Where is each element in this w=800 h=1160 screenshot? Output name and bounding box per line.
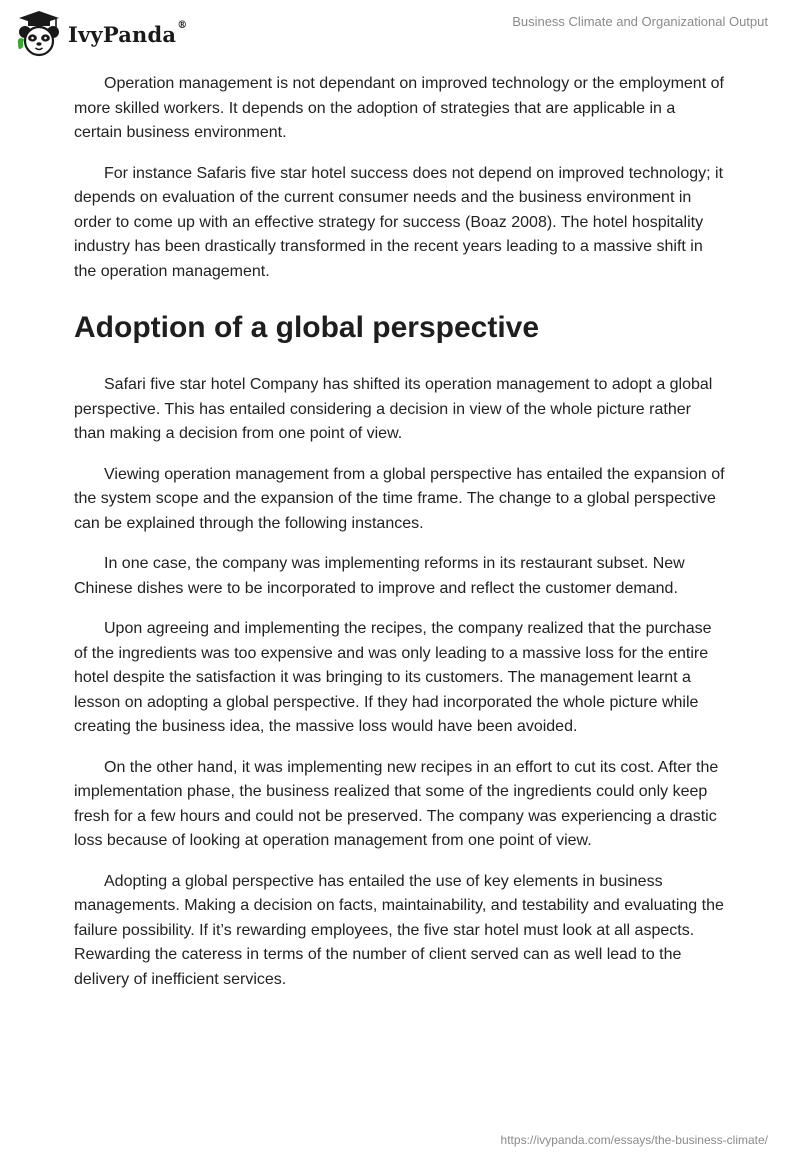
paragraph: For instance Safaris five star hotel success does not depend on improved technology; it depends on evaluation of the current consumer needs and the business environment in order to come up with an effective strategy for success (Boaz 2008). The hotel hospitality industry has been drastically transformed in the recent years leading to a massive shift in the operation management.	[74, 164, 724, 280]
paragraph: On the other hand, it was implementing new recipes in an effort to cut its cost. After the implementation phase, the business realized that some of the ingredients could only keep fresh for a few hours and could not be preserved. The company was experiencing a drastic loss because of looking at operation management from one point of view.	[74, 758, 719, 849]
section-heading: Adoption of a global perspective	[74, 311, 540, 344]
paragraph: Adopting a global perspective has entailed the use of key elements in business managements. Making a decision on facts, maintainability, and testability and evaluating the failure possibility. If it’s rewarding employees, the five star hotel must look at all aspects. Rewarding the cateress in terms of the number of client served can as well lead to the delivery of inefficient services.	[74, 872, 724, 988]
paragraph: Viewing operation management from a global perspective has entailed the expansion of the system scope and the expansion of the time frame. The change to a global perspective can be explained through the following instances.	[74, 465, 725, 532]
page-header	[0, 0, 800, 64]
paragraph: In one case, the company was implementing reforms in its restaurant subset. New Chinese dishes were to be incorporated to improve and reflect the customer demand.	[74, 555, 685, 597]
source-url[interactable]: https://ivypanda.com/essays/the-business-climate/	[500, 1133, 768, 1147]
logo-text: IvyPanda®	[68, 19, 188, 47]
paragraph: Safari five star hotel Company has shifted its operation management to adopt a global perspective. This has entailed considering a decision in view of the whole picture rather than making a decision from one point of view.	[74, 376, 713, 442]
logo-registered-mark: ®	[177, 19, 188, 31]
essay-content	[74, 72, 726, 1008]
document-title: Business Climate and Organizational Output	[512, 14, 768, 29]
paragraph: Operation management is not dependant on improved technology or the employment of more skilled workers. It depends on the adoption of strategies that are applicable in a certain business environment.	[74, 75, 724, 141]
paragraph: Upon agreeing and implementing the recipes, the company realized that the purchase of the ingredients was too expensive and was only leading to a massive loss for the entire hotel despite the satisfaction it was bringing to its customers. The management learnt a lesson on adopting a global perspective. If they had incorporated the whole picture while creating the business idea, the massive loss would have been avoided.	[74, 620, 712, 735]
panda-graduate-icon	[14, 8, 64, 58]
ivypanda-logo[interactable]	[14, 8, 187, 58]
